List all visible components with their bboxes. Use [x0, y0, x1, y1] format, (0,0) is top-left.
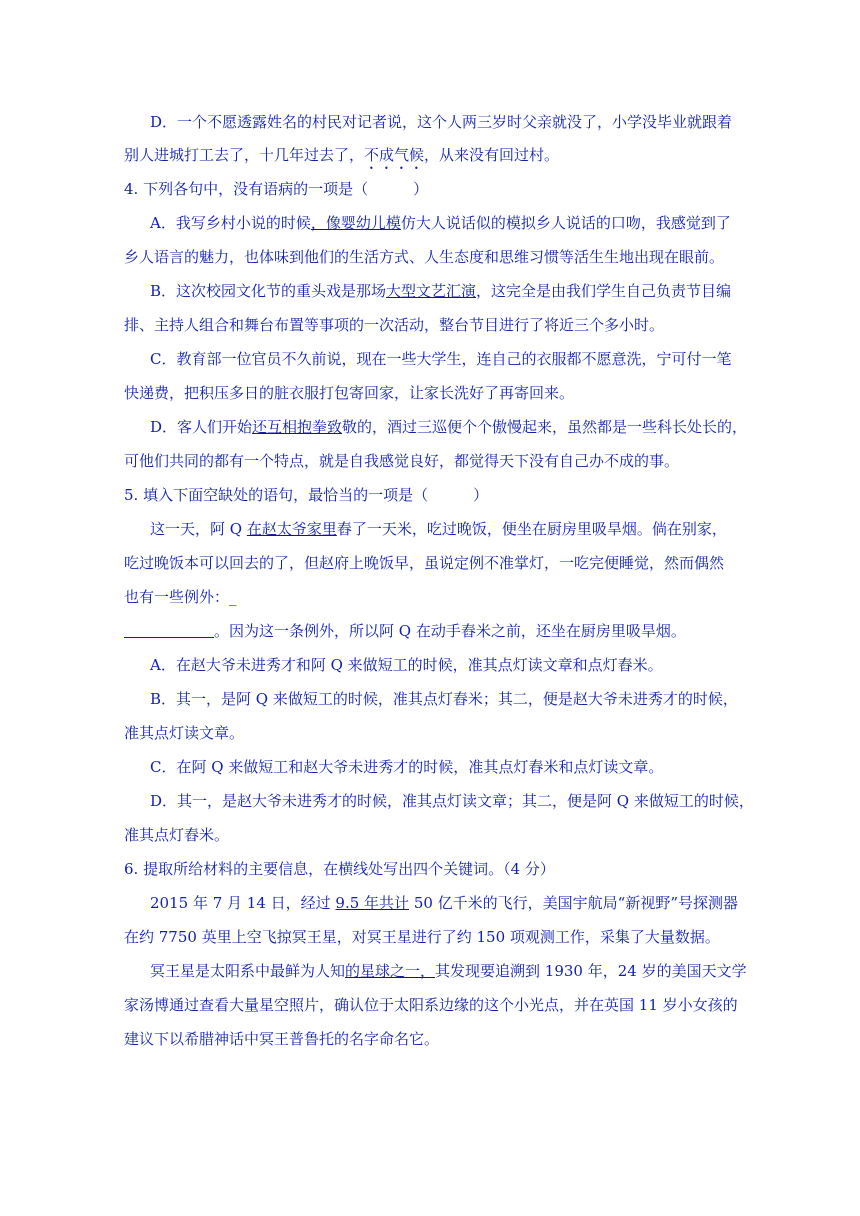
text: 准其点灯舂米。	[124, 826, 230, 844]
q5-passage-line1	[150, 519, 727, 539]
q5-option-b-line1	[150, 689, 738, 709]
text: 2015 年 7 月 14 日，经过	[150, 894, 336, 912]
q5-passage-line3	[124, 587, 237, 607]
q6-passage-line3	[150, 961, 747, 981]
text: ，这完全是由我们学生自己负责节目编	[476, 282, 732, 300]
q4-option-b-line1	[150, 281, 731, 301]
question-text: 6. 提取所给材料的主要信息，在横线处写出四个关键词。（4 分）	[124, 860, 555, 878]
text: 也有一些例外：_	[124, 588, 237, 606]
text: 50 亿千米的飞行，美国宇航局“新视野”号探测器	[409, 894, 739, 912]
fill-in-blank	[124, 623, 214, 638]
q6-passage-line2	[124, 927, 720, 947]
q4-option-d-line2	[124, 451, 679, 471]
underlined-phrase: 9.5 年共计	[335, 894, 410, 912]
text: D．其一，是赵大爷未进秀才的时候，准其点灯读文章；其二，便是阿 Q 来做短工的时候，	[150, 792, 754, 810]
text: 家汤博通过查看大量星空照片，确认位于太阳系边缘的这个小光点，并在英国 11 岁小女孩的	[124, 996, 738, 1014]
text: 其发现要追溯到 1930 年，24 岁的美国天文学	[435, 962, 747, 980]
q6-passage-line1	[150, 893, 738, 913]
underlined-phrase: 在赵太爷家里	[246, 520, 337, 538]
q5-passage-line2	[124, 553, 724, 573]
q3-option-d-line2	[124, 145, 559, 173]
q6-passage-line5	[124, 1029, 439, 1049]
text: 在约 7750 英里上空飞掠冥王星，对冥王星进行了约 150 项观测工作，采集了大量数据。	[124, 928, 720, 946]
text: 别人进城打工去了，十几年过去了，	[124, 146, 365, 164]
text: D．一个不愿透露姓名的村民对记者说，这个人两三岁时父亲就没了，小学没毕业就跟着	[150, 113, 733, 131]
text: 排、主持人组合和舞台布置等事项的一次活动，整台节目进行了将近三个多小时。	[124, 316, 665, 334]
underlined-phrase: 还互相抱拳致	[252, 418, 343, 436]
underlined-phrase: 的星球之一，	[345, 962, 436, 980]
q4-option-c-line2	[124, 383, 574, 403]
q5-option-c	[150, 757, 663, 777]
text: 仿大人说话似的模拟乡人说话的口吻，我感觉到了	[400, 214, 731, 232]
text: D．客人们开始	[150, 418, 253, 436]
text: A．我写乡村小说的时候	[150, 214, 311, 232]
text: 吃过晚饭本可以回去的了，但赵府上晚饭早，虽说定例不准掌灯，一吃完便睡觉，然而偶然	[124, 554, 725, 572]
q6-stem	[124, 859, 555, 879]
text: 这一天，阿 Q	[150, 520, 247, 538]
text: A．在赵大爷未进秀才和阿 Q 来做短工的时候，准其点灯读文章和点灯舂米。	[150, 656, 663, 674]
q5-option-b-line2	[124, 723, 244, 743]
text: 敬的，酒过三巡便个个傲慢起来，虽然都是一些科长处长的，	[342, 418, 748, 436]
text: 快递费，把积压多日的脏衣服打包寄回家，让家长洗好了再寄回来。	[124, 384, 575, 402]
text: B．这次校园文化节的重头戏是那场	[150, 282, 387, 300]
q4-option-a-line2	[124, 247, 724, 267]
text: ，从来没有回过村。	[424, 146, 560, 164]
text: 乡人语言的魅力，也体味到他们的生活方式、人生态度和思维习惯等活生生地出现在眼前。	[124, 248, 725, 266]
text: 建议下以希腊神话中冥王普鲁托的名字命名它。	[124, 1030, 440, 1048]
q5-option-d-line1	[150, 791, 754, 811]
text: 可他们共同的都有一个特点，就是自我感觉良好，都觉得天下没有自己办不成的事。	[124, 452, 680, 470]
q3-option-d-line1	[150, 112, 732, 132]
question-text: 5. 填入下面空缺处的语句，最恰当的一项是（ ）	[124, 486, 489, 504]
q5-passage-line4	[124, 621, 686, 641]
q5-option-a	[150, 655, 663, 675]
q4-option-d-line1	[150, 417, 747, 437]
q5-option-d-line2	[124, 825, 229, 845]
q6-passage-line4	[124, 995, 738, 1015]
emphasized-phrase: 不成气候	[364, 146, 425, 164]
q5-stem	[124, 485, 488, 505]
question-text: 4. 下列各句中，没有语病的一项是（ ）	[124, 180, 429, 198]
text: 准其点灯读文章。	[124, 724, 245, 742]
q4-option-c-line1	[150, 349, 731, 369]
underlined-phrase: 大型文艺汇演	[386, 282, 477, 300]
text: B．其一，是阿 Q 来做短工的时候，准其点灯舂米；其二，便是赵大爷未进秀才的时候，	[150, 690, 738, 708]
text: 。因为这一条例外，所以阿 Q 在动手舂米之前，还坐在厨房里吸旱烟。	[214, 622, 686, 640]
q4-option-a-line1	[150, 213, 731, 233]
q4-stem	[124, 179, 428, 199]
q4-option-b-line2	[124, 315, 664, 335]
text: 舂了一天米，吃过晚饭，便坐在厨房里吸旱烟。倘在别家，	[336, 520, 727, 538]
underlined-phrase: ，像婴幼儿模	[310, 214, 401, 232]
text: C．在阿 Q 来做短工和赵大爷未进秀才的时候，准其点灯舂米和点灯读文章。	[150, 758, 664, 776]
text: 冥王星是太阳系中最鲜为人知	[150, 962, 346, 980]
text: C．教育部一位官员不久前说，现在一些大学生，连自己的衣服都不愿意洗，宁可付一笔	[150, 350, 732, 368]
